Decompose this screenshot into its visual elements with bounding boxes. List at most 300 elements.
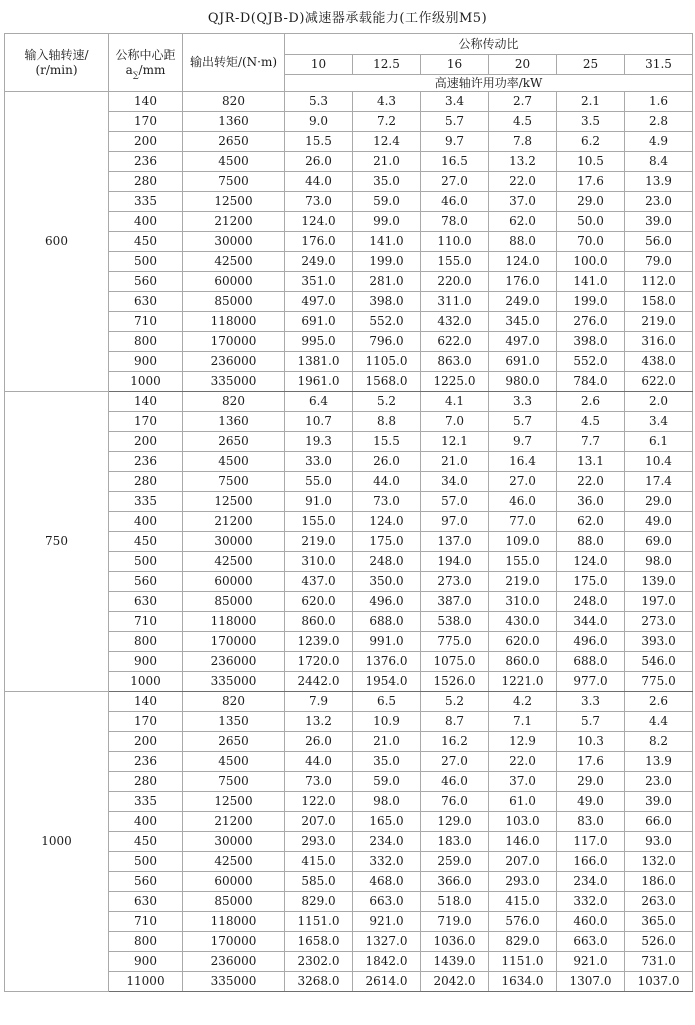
power-value-cell: 139.0: [625, 572, 693, 592]
power-value-cell: 83.0: [557, 812, 625, 832]
power-value-cell: 141.0: [353, 232, 421, 252]
power-value-cell: 310.0: [489, 592, 557, 612]
table-row: [5, 752, 693, 772]
table-row: [5, 632, 693, 652]
table-row: [5, 112, 693, 132]
power-value-cell: 12.1: [421, 432, 489, 452]
center-distance-cell: 710: [109, 312, 183, 332]
power-value-cell: 345.0: [489, 312, 557, 332]
input-speed-cell: 600: [5, 92, 109, 392]
power-value-cell: 432.0: [421, 312, 489, 332]
power-value-cell: 6.5: [353, 692, 421, 712]
power-value-cell: 22.0: [489, 172, 557, 192]
output-torque-cell: 4500: [183, 452, 285, 472]
power-value-cell: 6.4: [285, 392, 353, 412]
table-row: [5, 92, 693, 112]
power-value-cell: 15.5: [285, 132, 353, 152]
power-value-cell: 829.0: [285, 892, 353, 912]
power-value-cell: 49.0: [625, 512, 693, 532]
table-row: [5, 952, 693, 972]
table-row: [5, 612, 693, 632]
power-value-cell: 197.0: [625, 592, 693, 612]
power-value-cell: 36.0: [557, 492, 625, 512]
power-value-cell: 44.0: [285, 752, 353, 772]
output-torque-cell: 42500: [183, 252, 285, 272]
power-value-cell: 21.0: [353, 732, 421, 752]
power-value-cell: 17.6: [557, 752, 625, 772]
power-value-cell: 129.0: [421, 812, 489, 832]
power-value-cell: 3.4: [421, 92, 489, 112]
output-torque-cell: 2650: [183, 732, 285, 752]
table-row: [5, 352, 693, 372]
power-value-cell: 79.0: [625, 252, 693, 272]
power-value-cell: 137.0: [421, 532, 489, 552]
power-value-cell: 991.0: [353, 632, 421, 652]
output-torque-cell: 85000: [183, 892, 285, 912]
power-value-cell: 17.4: [625, 472, 693, 492]
power-value-cell: 35.0: [353, 172, 421, 192]
center-distance-cell: 560: [109, 572, 183, 592]
center-distance-cell: 170: [109, 412, 183, 432]
center-distance-cell: 200: [109, 432, 183, 452]
power-value-cell: 4.2: [489, 692, 557, 712]
power-value-cell: 273.0: [421, 572, 489, 592]
power-value-cell: 663.0: [557, 932, 625, 952]
power-value-cell: 2.0: [625, 392, 693, 412]
center-distance-cell: 900: [109, 952, 183, 972]
input-speed-cell: 750: [5, 392, 109, 692]
power-value-cell: 16.5: [421, 152, 489, 172]
power-value-cell: 78.0: [421, 212, 489, 232]
power-value-cell: 1151.0: [285, 912, 353, 932]
power-value-cell: 175.0: [557, 572, 625, 592]
power-value-cell: 497.0: [285, 292, 353, 312]
power-value-cell: 10.4: [625, 452, 693, 472]
power-value-cell: 1634.0: [489, 972, 557, 992]
table-row: [5, 812, 693, 832]
power-value-cell: 194.0: [421, 552, 489, 572]
power-value-cell: 155.0: [421, 252, 489, 272]
input-speed-label-line2: (r/min): [35, 62, 78, 77]
center-distance-cell: 170: [109, 712, 183, 732]
ratio-value: 16: [421, 55, 489, 75]
output-torque-cell: 7500: [183, 172, 285, 192]
power-value-cell: 688.0: [557, 652, 625, 672]
power-value-cell: 46.0: [421, 772, 489, 792]
power-value-cell: 50.0: [557, 212, 625, 232]
power-value-cell: 1151.0: [489, 952, 557, 972]
center-distance-cell: 170: [109, 112, 183, 132]
output-torque-cell: 170000: [183, 932, 285, 952]
power-value-cell: 273.0: [625, 612, 693, 632]
power-value-cell: 17.6: [557, 172, 625, 192]
load-capacity-table: [4, 33, 693, 992]
power-value-cell: 124.0: [489, 252, 557, 272]
power-value-cell: 663.0: [353, 892, 421, 912]
power-value-cell: 99.0: [353, 212, 421, 232]
power-value-cell: 468.0: [353, 872, 421, 892]
power-value-cell: 995.0: [285, 332, 353, 352]
output-torque-cell: 170000: [183, 332, 285, 352]
power-value-cell: 332.0: [557, 892, 625, 912]
center-distance-cell: 500: [109, 552, 183, 572]
output-torque-cell: 1350: [183, 712, 285, 732]
power-value-cell: 44.0: [285, 172, 353, 192]
col-header-nominal-ratio: 公称传动比: [285, 34, 693, 55]
table-row: [5, 772, 693, 792]
power-value-cell: 16.2: [421, 732, 489, 752]
center-distance-cell: 1000: [109, 672, 183, 692]
power-value-cell: 263.0: [625, 892, 693, 912]
table-row: [5, 292, 693, 312]
output-torque-cell: 12500: [183, 492, 285, 512]
power-value-cell: 1720.0: [285, 652, 353, 672]
power-value-cell: 7.0: [421, 412, 489, 432]
output-torque-cell: 820: [183, 392, 285, 412]
center-distance-cell: 800: [109, 332, 183, 352]
ratio-value: 25: [557, 55, 625, 75]
power-value-cell: 546.0: [625, 652, 693, 672]
power-value-cell: 415.0: [285, 852, 353, 872]
input-speed-cell: 1000: [5, 692, 109, 992]
center-distance-symbol: $a_\sum/mm$: [125, 62, 166, 79]
output-torque-cell: 12500: [183, 192, 285, 212]
output-torque-cell: 236000: [183, 352, 285, 372]
table-row: [5, 852, 693, 872]
table-body: [5, 92, 693, 992]
power-value-cell: 366.0: [421, 872, 489, 892]
power-value-cell: 34.0: [421, 472, 489, 492]
power-value-cell: 526.0: [625, 932, 693, 952]
output-torque-cell: 60000: [183, 872, 285, 892]
center-distance-cell: 1000: [109, 372, 183, 392]
center-distance-cell: 800: [109, 632, 183, 652]
power-value-cell: 552.0: [353, 312, 421, 332]
center-distance-cell: 280: [109, 172, 183, 192]
center-distance-cell: 560: [109, 272, 183, 292]
power-value-cell: 37.0: [489, 772, 557, 792]
power-value-cell: 5.7: [489, 412, 557, 432]
power-value-cell: 860.0: [285, 612, 353, 632]
power-value-cell: 620.0: [489, 632, 557, 652]
center-distance-label: 公称中心距: [115, 48, 176, 63]
power-value-cell: 199.0: [557, 292, 625, 312]
output-torque-cell: 60000: [183, 572, 285, 592]
output-torque-cell: 820: [183, 92, 285, 112]
power-value-cell: 27.0: [421, 752, 489, 772]
output-torque-cell: 30000: [183, 532, 285, 552]
power-value-cell: 365.0: [625, 912, 693, 932]
center-distance-cell: 500: [109, 252, 183, 272]
power-value-cell: 93.0: [625, 832, 693, 852]
power-value-cell: 77.0: [489, 512, 557, 532]
power-value-cell: 141.0: [557, 272, 625, 292]
power-value-cell: 249.0: [285, 252, 353, 272]
power-value-cell: 691.0: [489, 352, 557, 372]
table-row: [5, 552, 693, 572]
power-value-cell: 248.0: [353, 552, 421, 572]
power-value-cell: 10.3: [557, 732, 625, 752]
power-value-cell: 39.0: [625, 792, 693, 812]
center-distance-cell: 335: [109, 492, 183, 512]
table-row: [5, 912, 693, 932]
power-value-cell: 103.0: [489, 812, 557, 832]
table-row: [5, 232, 693, 252]
table-row: [5, 392, 693, 412]
output-torque-cell: 12500: [183, 792, 285, 812]
power-value-cell: 5.7: [421, 112, 489, 132]
power-value-cell: 316.0: [625, 332, 693, 352]
ratio-value: 10: [285, 55, 353, 75]
center-distance-cell: 450: [109, 832, 183, 852]
output-torque-cell: 30000: [183, 832, 285, 852]
center-distance-cell: 800: [109, 932, 183, 952]
power-value-cell: 9.7: [489, 432, 557, 452]
output-torque-cell: 30000: [183, 232, 285, 252]
power-value-cell: 26.0: [285, 152, 353, 172]
center-distance-cell: 400: [109, 512, 183, 532]
power-value-cell: 73.0: [353, 492, 421, 512]
power-value-cell: 4.3: [353, 92, 421, 112]
power-value-cell: 3.5: [557, 112, 625, 132]
output-torque-cell: 42500: [183, 852, 285, 872]
power-value-cell: 1105.0: [353, 352, 421, 372]
power-value-cell: 691.0: [285, 312, 353, 332]
power-value-cell: 8.2: [625, 732, 693, 752]
power-value-cell: 5.2: [421, 692, 489, 712]
center-distance-cell: 630: [109, 292, 183, 312]
power-value-cell: 220.0: [421, 272, 489, 292]
power-value-cell: 1439.0: [421, 952, 489, 972]
power-value-cell: 8.4: [625, 152, 693, 172]
power-value-cell: 117.0: [557, 832, 625, 852]
power-value-cell: 219.0: [625, 312, 693, 332]
power-value-cell: 4.4: [625, 712, 693, 732]
power-value-cell: 44.0: [353, 472, 421, 492]
output-torque-cell: 4500: [183, 752, 285, 772]
col-header-input-speed: [5, 34, 109, 92]
input-speed-label-line1: 输入轴转速/: [24, 48, 89, 63]
table-row: [5, 332, 693, 352]
power-value-cell: 56.0: [625, 232, 693, 252]
power-value-cell: 5.3: [285, 92, 353, 112]
output-torque-cell: 7500: [183, 772, 285, 792]
output-torque-cell: 4500: [183, 152, 285, 172]
power-value-cell: 234.0: [353, 832, 421, 852]
power-value-cell: 16.4: [489, 452, 557, 472]
output-torque-cell: 60000: [183, 272, 285, 292]
table-row: [5, 272, 693, 292]
power-value-cell: 46.0: [421, 192, 489, 212]
power-value-cell: 166.0: [557, 852, 625, 872]
power-value-cell: 73.0: [285, 772, 353, 792]
power-value-cell: 1376.0: [353, 652, 421, 672]
power-value-cell: 796.0: [353, 332, 421, 352]
center-distance-cell: 280: [109, 772, 183, 792]
power-value-cell: 2.8: [625, 112, 693, 132]
power-value-cell: 7.8: [489, 132, 557, 152]
power-value-cell: 398.0: [557, 332, 625, 352]
power-value-cell: 186.0: [625, 872, 693, 892]
power-value-cell: 76.0: [421, 792, 489, 812]
table-row: [5, 732, 693, 752]
center-distance-cell: 900: [109, 352, 183, 372]
power-value-cell: 576.0: [489, 912, 557, 932]
power-value-cell: 2614.0: [353, 972, 421, 992]
power-value-cell: 3.3: [557, 692, 625, 712]
power-value-cell: 249.0: [489, 292, 557, 312]
center-distance-cell: 280: [109, 472, 183, 492]
table-row: [5, 792, 693, 812]
output-torque-cell: 2650: [183, 432, 285, 452]
power-value-cell: 1225.0: [421, 372, 489, 392]
power-value-cell: 49.0: [557, 792, 625, 812]
power-value-cell: 109.0: [489, 532, 557, 552]
table-row: [5, 472, 693, 492]
power-value-cell: 112.0: [625, 272, 693, 292]
center-distance-cell: 450: [109, 232, 183, 252]
power-value-cell: 1568.0: [353, 372, 421, 392]
power-value-cell: 55.0: [285, 472, 353, 492]
table-row: [5, 892, 693, 912]
table-row: [5, 452, 693, 472]
power-value-cell: 7.2: [353, 112, 421, 132]
output-torque-cell: 118000: [183, 312, 285, 332]
output-torque-cell: 820: [183, 692, 285, 712]
table-row: [5, 692, 693, 712]
power-value-cell: 3.4: [625, 412, 693, 432]
power-value-cell: 496.0: [557, 632, 625, 652]
table-row: [5, 672, 693, 692]
power-value-cell: 66.0: [625, 812, 693, 832]
power-value-cell: 311.0: [421, 292, 489, 312]
power-value-cell: 23.0: [625, 192, 693, 212]
power-value-cell: 4.5: [489, 112, 557, 132]
table-row: [5, 252, 693, 272]
power-value-cell: 13.2: [489, 152, 557, 172]
power-value-cell: 351.0: [285, 272, 353, 292]
power-value-cell: 9.0: [285, 112, 353, 132]
output-torque-cell: 2650: [183, 132, 285, 152]
output-torque-cell: 335000: [183, 972, 285, 992]
output-torque-cell: 85000: [183, 592, 285, 612]
power-value-cell: 281.0: [353, 272, 421, 292]
output-torque-cell: 236000: [183, 652, 285, 672]
power-value-cell: 13.9: [625, 172, 693, 192]
power-value-cell: 100.0: [557, 252, 625, 272]
power-value-cell: 1327.0: [353, 932, 421, 952]
power-value-cell: 9.7: [421, 132, 489, 152]
output-torque-cell: 118000: [183, 612, 285, 632]
output-torque-cell: 1360: [183, 112, 285, 132]
power-value-cell: 1036.0: [421, 932, 489, 952]
power-value-cell: 259.0: [421, 852, 489, 872]
power-value-cell: 863.0: [421, 352, 489, 372]
power-value-cell: 29.0: [557, 772, 625, 792]
power-value-cell: 62.0: [557, 512, 625, 532]
power-value-cell: 13.2: [285, 712, 353, 732]
table-row: [5, 872, 693, 892]
power-value-cell: 33.0: [285, 452, 353, 472]
power-value-cell: 73.0: [285, 192, 353, 212]
center-distance-cell: 400: [109, 812, 183, 832]
table-row: [5, 932, 693, 952]
power-value-cell: 1037.0: [625, 972, 693, 992]
power-value-cell: 2.7: [489, 92, 557, 112]
power-value-cell: 27.0: [489, 472, 557, 492]
power-value-cell: 437.0: [285, 572, 353, 592]
power-value-cell: 12.4: [353, 132, 421, 152]
center-distance-cell: 710: [109, 612, 183, 632]
power-value-cell: 234.0: [557, 872, 625, 892]
table-row: [5, 492, 693, 512]
power-value-cell: 829.0: [489, 932, 557, 952]
power-value-cell: 398.0: [353, 292, 421, 312]
power-value-cell: 921.0: [353, 912, 421, 932]
power-value-cell: 332.0: [353, 852, 421, 872]
power-value-cell: 775.0: [421, 632, 489, 652]
center-distance-cell: 236: [109, 752, 183, 772]
table-row: [5, 652, 693, 672]
power-value-cell: 26.0: [353, 452, 421, 472]
power-value-cell: 1239.0: [285, 632, 353, 652]
center-distance-cell: 236: [109, 152, 183, 172]
power-value-cell: 22.0: [557, 472, 625, 492]
power-value-cell: 158.0: [625, 292, 693, 312]
power-value-cell: 622.0: [625, 372, 693, 392]
power-value-cell: 29.0: [557, 192, 625, 212]
power-value-cell: 176.0: [285, 232, 353, 252]
ratio-value: 20: [489, 55, 557, 75]
table-row: [5, 572, 693, 592]
power-value-cell: 387.0: [421, 592, 489, 612]
power-value-cell: 620.0: [285, 592, 353, 612]
power-value-cell: 1.6: [625, 92, 693, 112]
power-value-cell: 183.0: [421, 832, 489, 852]
power-value-cell: 155.0: [285, 512, 353, 532]
power-value-cell: 207.0: [489, 852, 557, 872]
power-value-cell: 62.0: [489, 212, 557, 232]
power-value-cell: 26.0: [285, 732, 353, 752]
power-value-cell: 4.9: [625, 132, 693, 152]
output-torque-cell: 85000: [183, 292, 285, 312]
power-value-cell: 110.0: [421, 232, 489, 252]
page-title: QJR-D(QJB-D)减速器承载能力(工作级别M5): [207, 11, 488, 26]
power-value-cell: 155.0: [489, 552, 557, 572]
output-torque-cell: 21200: [183, 212, 285, 232]
table-row: [5, 972, 693, 992]
power-value-cell: 248.0: [557, 592, 625, 612]
center-distance-cell: 140: [109, 392, 183, 412]
power-value-cell: 132.0: [625, 852, 693, 872]
power-value-cell: 21.0: [421, 452, 489, 472]
power-value-cell: 91.0: [285, 492, 353, 512]
power-value-cell: 276.0: [557, 312, 625, 332]
power-value-cell: 3268.0: [285, 972, 353, 992]
power-value-cell: 176.0: [489, 272, 557, 292]
power-value-cell: 124.0: [353, 512, 421, 532]
power-value-cell: 538.0: [421, 612, 489, 632]
power-value-cell: 8.7: [421, 712, 489, 732]
power-value-cell: 1526.0: [421, 672, 489, 692]
table-row: [5, 532, 693, 552]
power-value-cell: 1307.0: [557, 972, 625, 992]
power-value-cell: 1381.0: [285, 352, 353, 372]
power-value-cell: 21.0: [353, 152, 421, 172]
power-value-cell: 460.0: [557, 912, 625, 932]
power-value-cell: 23.0: [625, 772, 693, 792]
power-value-cell: 7.1: [489, 712, 557, 732]
